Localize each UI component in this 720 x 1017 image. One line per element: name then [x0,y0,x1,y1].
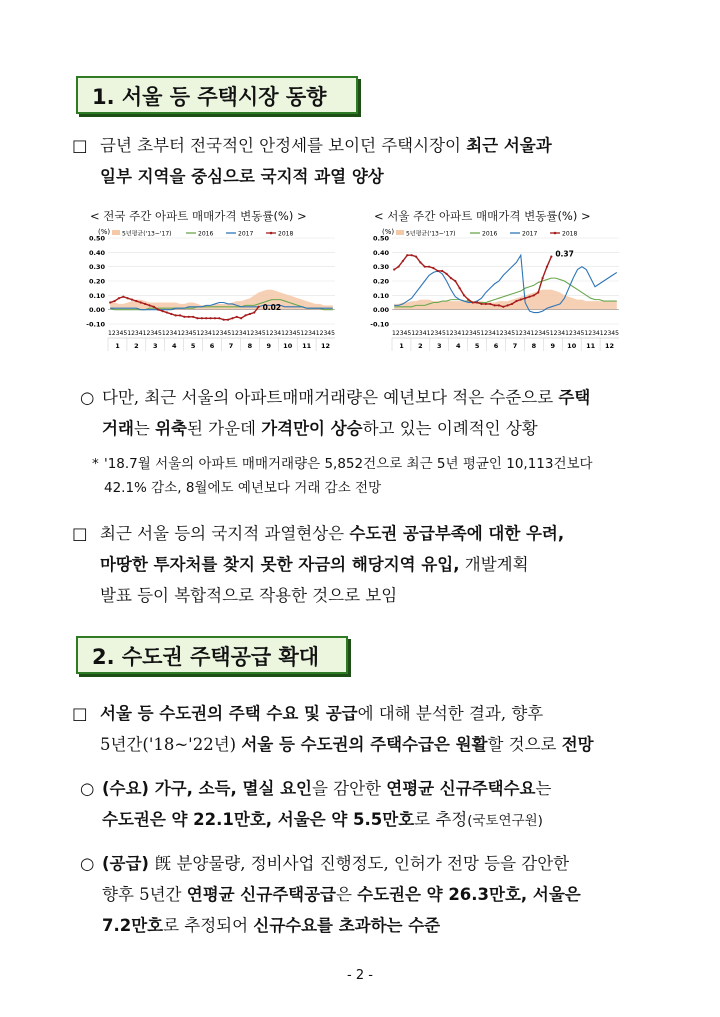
point-2018 [183,316,185,318]
x-month-label: 12 [605,342,615,350]
point-2018 [537,291,539,293]
text: 旣 분양물량, 정비사업 진행정도, 인허가 전망 등을 감안한 [154,854,570,873]
point-2018 [175,314,177,316]
point-2018 [118,297,120,299]
point-2018 [498,304,500,306]
section-title-text: 2. 수도권 주택공급 확대 [92,645,320,669]
point-2018 [432,267,434,269]
point-2018 [157,309,159,311]
x-month-label: 9 [550,342,556,350]
legend-label: 2017 [238,230,254,238]
y-tick-label: -0.10 [370,320,389,329]
emphasis: 가격만이 상승 [261,419,363,438]
national-chart-title: < 전국 주간 아파트 매매가격 변동률(%) > [90,209,307,223]
x-month-label: 1 [115,342,120,350]
point-2018 [236,316,238,318]
section-title-1 [76,76,358,114]
x-week-labels: 12345123412345123412345123412345123412345123412345123412345 [392,329,619,337]
y-tick-label: 0.20 [372,277,389,286]
emphasis: 가구, 소득, 멸실 요인 [154,779,312,798]
point-2018 [258,306,260,308]
text: 최근 서울 등의 국지적 과열현상은 [100,524,350,543]
emphasis: 수도권은 약 26.3만호, 서울은 [357,885,581,904]
point-2018 [153,306,155,308]
x-month-label: 1 [399,342,404,350]
point-2018 [550,256,552,258]
point-2018 [493,304,495,306]
point-2018 [227,319,229,321]
y-tick-label: 0.10 [372,291,389,300]
point-2018 [231,317,233,319]
emphasis: 서울 등 수도권의 주택 수요 및 공급 [100,704,358,723]
paragraph-1 [72,130,662,192]
point-2018 [472,301,474,303]
point-2018 [542,277,544,279]
unit-label: (%) [382,228,395,236]
point-2018 [546,266,548,268]
x-month-label: 11 [586,342,596,350]
x-month-label: 9 [266,342,272,350]
text: 향후 5년간 [102,885,187,904]
text: 금년 초부터 전국적인 안정세를 보이던 주택시장이 [100,136,467,155]
seoul-chart-title: < 서울 주간 아파트 매매가격 변동률(%) > [374,209,591,223]
y-tick-label: 0.30 [88,263,105,272]
x-week-labels: 12345123412345123412345123412345123412345123412345123412345 [108,329,335,337]
text: 는 [535,779,552,798]
circle-bullet-icon: ○ [80,854,95,873]
point-2018 [397,266,399,268]
y-tick-label: 0.10 [88,291,105,300]
x-month-label: 4 [455,342,461,350]
x-month-label: 8 [247,342,253,350]
x-month-label: 2 [418,342,423,350]
point-2018 [170,313,172,315]
text: 할 것으로 [487,735,562,754]
point-2018 [253,311,255,313]
point-2018 [445,273,447,275]
y-tick-label: 0.20 [88,277,105,286]
legend-marker [554,232,557,235]
x-month-label: 2 [134,342,139,350]
point-2018 [196,317,198,319]
section-title-2 [76,636,348,674]
x-month-label: 8 [531,342,537,350]
point-2018 [428,266,430,268]
point-2018 [533,294,535,296]
text: 은 [335,885,358,904]
text: 에 대해 분석한 결과, 향후 [357,704,544,723]
point-2018 [520,299,522,301]
point-2018 [179,314,181,316]
asterisk-icon: * [92,456,99,472]
unit-label: (%) [98,228,111,236]
x-month-label: 10 [567,342,577,350]
point-2018 [476,301,478,303]
y-tick-label: 0.00 [372,306,389,315]
emphasis: 마땅한 투자처를 찾지 못한 자금의 해당지역 유입, [100,555,460,574]
point-2018 [459,287,461,289]
national-price-chart [80,228,340,356]
x-month-label: 6 [209,342,215,350]
point-2018 [393,268,395,270]
x-month-label: 7 [228,342,234,350]
x-month-label: 12 [321,342,331,350]
emphasis: 수도권은 약 22.1만호, 서울은 약 5.5만호 [102,810,415,829]
emphasis: 연평균 신규주택수요 [386,779,536,798]
paragraph-5 [80,773,662,837]
paragraph-3 [72,518,662,611]
y-tick-label: 0.40 [88,248,105,257]
point-2018 [122,296,124,298]
source: (국토연구원) [467,813,543,829]
point-2018 [249,313,251,315]
point-2018 [166,311,168,313]
y-tick-label: 0.40 [372,248,389,257]
text: 하고 있는 이례적인 상황 [362,419,538,438]
point-2018 [406,254,408,256]
legend-label: 2018 [562,230,578,238]
text: 개발계획 [459,555,529,574]
point-2018 [454,280,456,282]
text: 5년간('18~'22년) [100,735,242,754]
square-bullet-icon: □ [72,704,88,723]
seoul-price-chart [364,228,624,356]
x-month-label: 5 [190,342,196,350]
text: 다만, 최근 서울의 아파트매매거래량은 예년보다 적은 수준으로 [102,388,559,407]
text: 발표 등이 복합적으로 작용한 것으로 보임 [100,586,398,605]
point-2018 [214,317,216,319]
x-month-label: 10 [283,342,293,350]
legend-label: 5년평균('13~'17) [406,230,456,238]
y-tick-label: -0.10 [86,320,105,329]
point-2018 [489,303,491,305]
point-2018 [485,303,487,305]
emphasis: 위축 [155,419,187,438]
circle-bullet-icon: ○ [80,779,95,798]
text: 는 [133,419,156,438]
point-2018 [244,314,246,316]
text: 된 가운데 [186,419,262,438]
y-tick-label: 0.30 [372,263,389,272]
legend-swatch [112,230,120,235]
note-line-1: '18.7월 서울의 아파트 매매거래량은 5,852건으로 최근 5년 평균인 10,113건보다 [104,456,593,472]
point-2018 [507,304,509,306]
point-2018 [109,301,111,303]
point-2018 [223,319,225,321]
point-2018 [437,270,439,272]
y-tick-label: 0.00 [88,306,105,315]
point-2018 [144,303,146,305]
point-2018 [201,317,203,319]
paragraph-6 [80,848,662,941]
x-month-label: 5 [474,342,480,350]
label: (공급) [102,854,155,873]
point-2018 [135,300,137,302]
point-2018 [411,254,413,256]
point-2018 [463,294,465,296]
point-2018 [424,266,426,268]
x-month-label: 7 [512,342,518,350]
section-title-text: 1. 서울 등 주택시장 동향 [92,85,327,109]
square-bullet-icon: □ [72,524,88,543]
emphasis: 연평균 신규주택공급 [186,885,336,904]
point-2018 [502,306,504,308]
x-month-label: 11 [302,342,312,350]
note-line-2: 42.1% 감소, 8월에도 예년보다 거래 감소 전망 [104,480,382,496]
point-2018 [467,299,469,301]
emphasis: 거래 [102,419,134,438]
emphasis: 전망 [561,735,594,754]
text: 을 감안한 [312,779,387,798]
point-2018 [419,261,421,263]
point-2018 [240,317,242,319]
emphasis: 최근 서울과 [466,136,552,155]
point-2018 [140,301,142,303]
legend-label: 2016 [482,230,498,238]
y-tick-label: 0.50 [372,234,389,243]
point-2018 [209,317,211,319]
paragraph-2 [80,382,662,444]
x-month-label: 3 [153,342,158,350]
label: (수요) [102,779,155,798]
point-2018 [480,303,482,305]
emphasis: 7.2만호 [102,916,164,935]
text: 로 추정 [414,810,468,829]
point-2018 [450,277,452,279]
legend-label: 2017 [522,230,538,238]
point-2018 [524,297,526,299]
point-2018 [515,300,517,302]
page-number: - 2 - [347,968,373,983]
emphasis: 일부 지역을 중심으로 국지적 과열 양상 [100,167,384,186]
point-2018 [127,297,129,299]
annotation-label: 0.37 [555,249,574,259]
x-month-label: 3 [437,342,442,350]
point-2018 [113,300,115,302]
legend-label: 2016 [198,230,214,238]
point-2018 [161,310,163,312]
point-2018 [205,317,207,319]
point-2018 [218,317,220,319]
x-month-label: 4 [171,342,177,350]
footnote [92,452,657,500]
point-2018 [188,316,190,318]
emphasis: 서울 등 수도권의 주택수급은 원활 [241,735,488,754]
legend-label: 5년평균('13~'17) [122,230,172,238]
annotation-label: 0.02 [262,302,282,312]
square-bullet-icon: □ [72,136,88,155]
x-month-label: 6 [493,342,499,350]
point-2018 [415,256,417,258]
legend-swatch [396,230,404,235]
legend-label: 2018 [278,230,294,238]
point-2018 [148,304,150,306]
point-2018 [402,260,404,262]
point-2018 [511,303,513,305]
paragraph-4 [72,698,662,760]
point-2018 [441,270,443,272]
point-2018 [131,299,133,301]
emphasis: 수도권 공급부족에 대한 우려, [349,524,565,543]
y-tick-label: 0.50 [88,234,105,243]
point-2018 [192,316,194,318]
circle-bullet-icon: ○ [80,388,95,407]
emphasis: 신규수요를 초과하는 수준 [253,916,441,935]
text: 로 추정되어 [163,916,254,935]
point-2018 [528,296,530,298]
emphasis: 주택 [558,388,591,407]
legend-marker [270,232,273,235]
